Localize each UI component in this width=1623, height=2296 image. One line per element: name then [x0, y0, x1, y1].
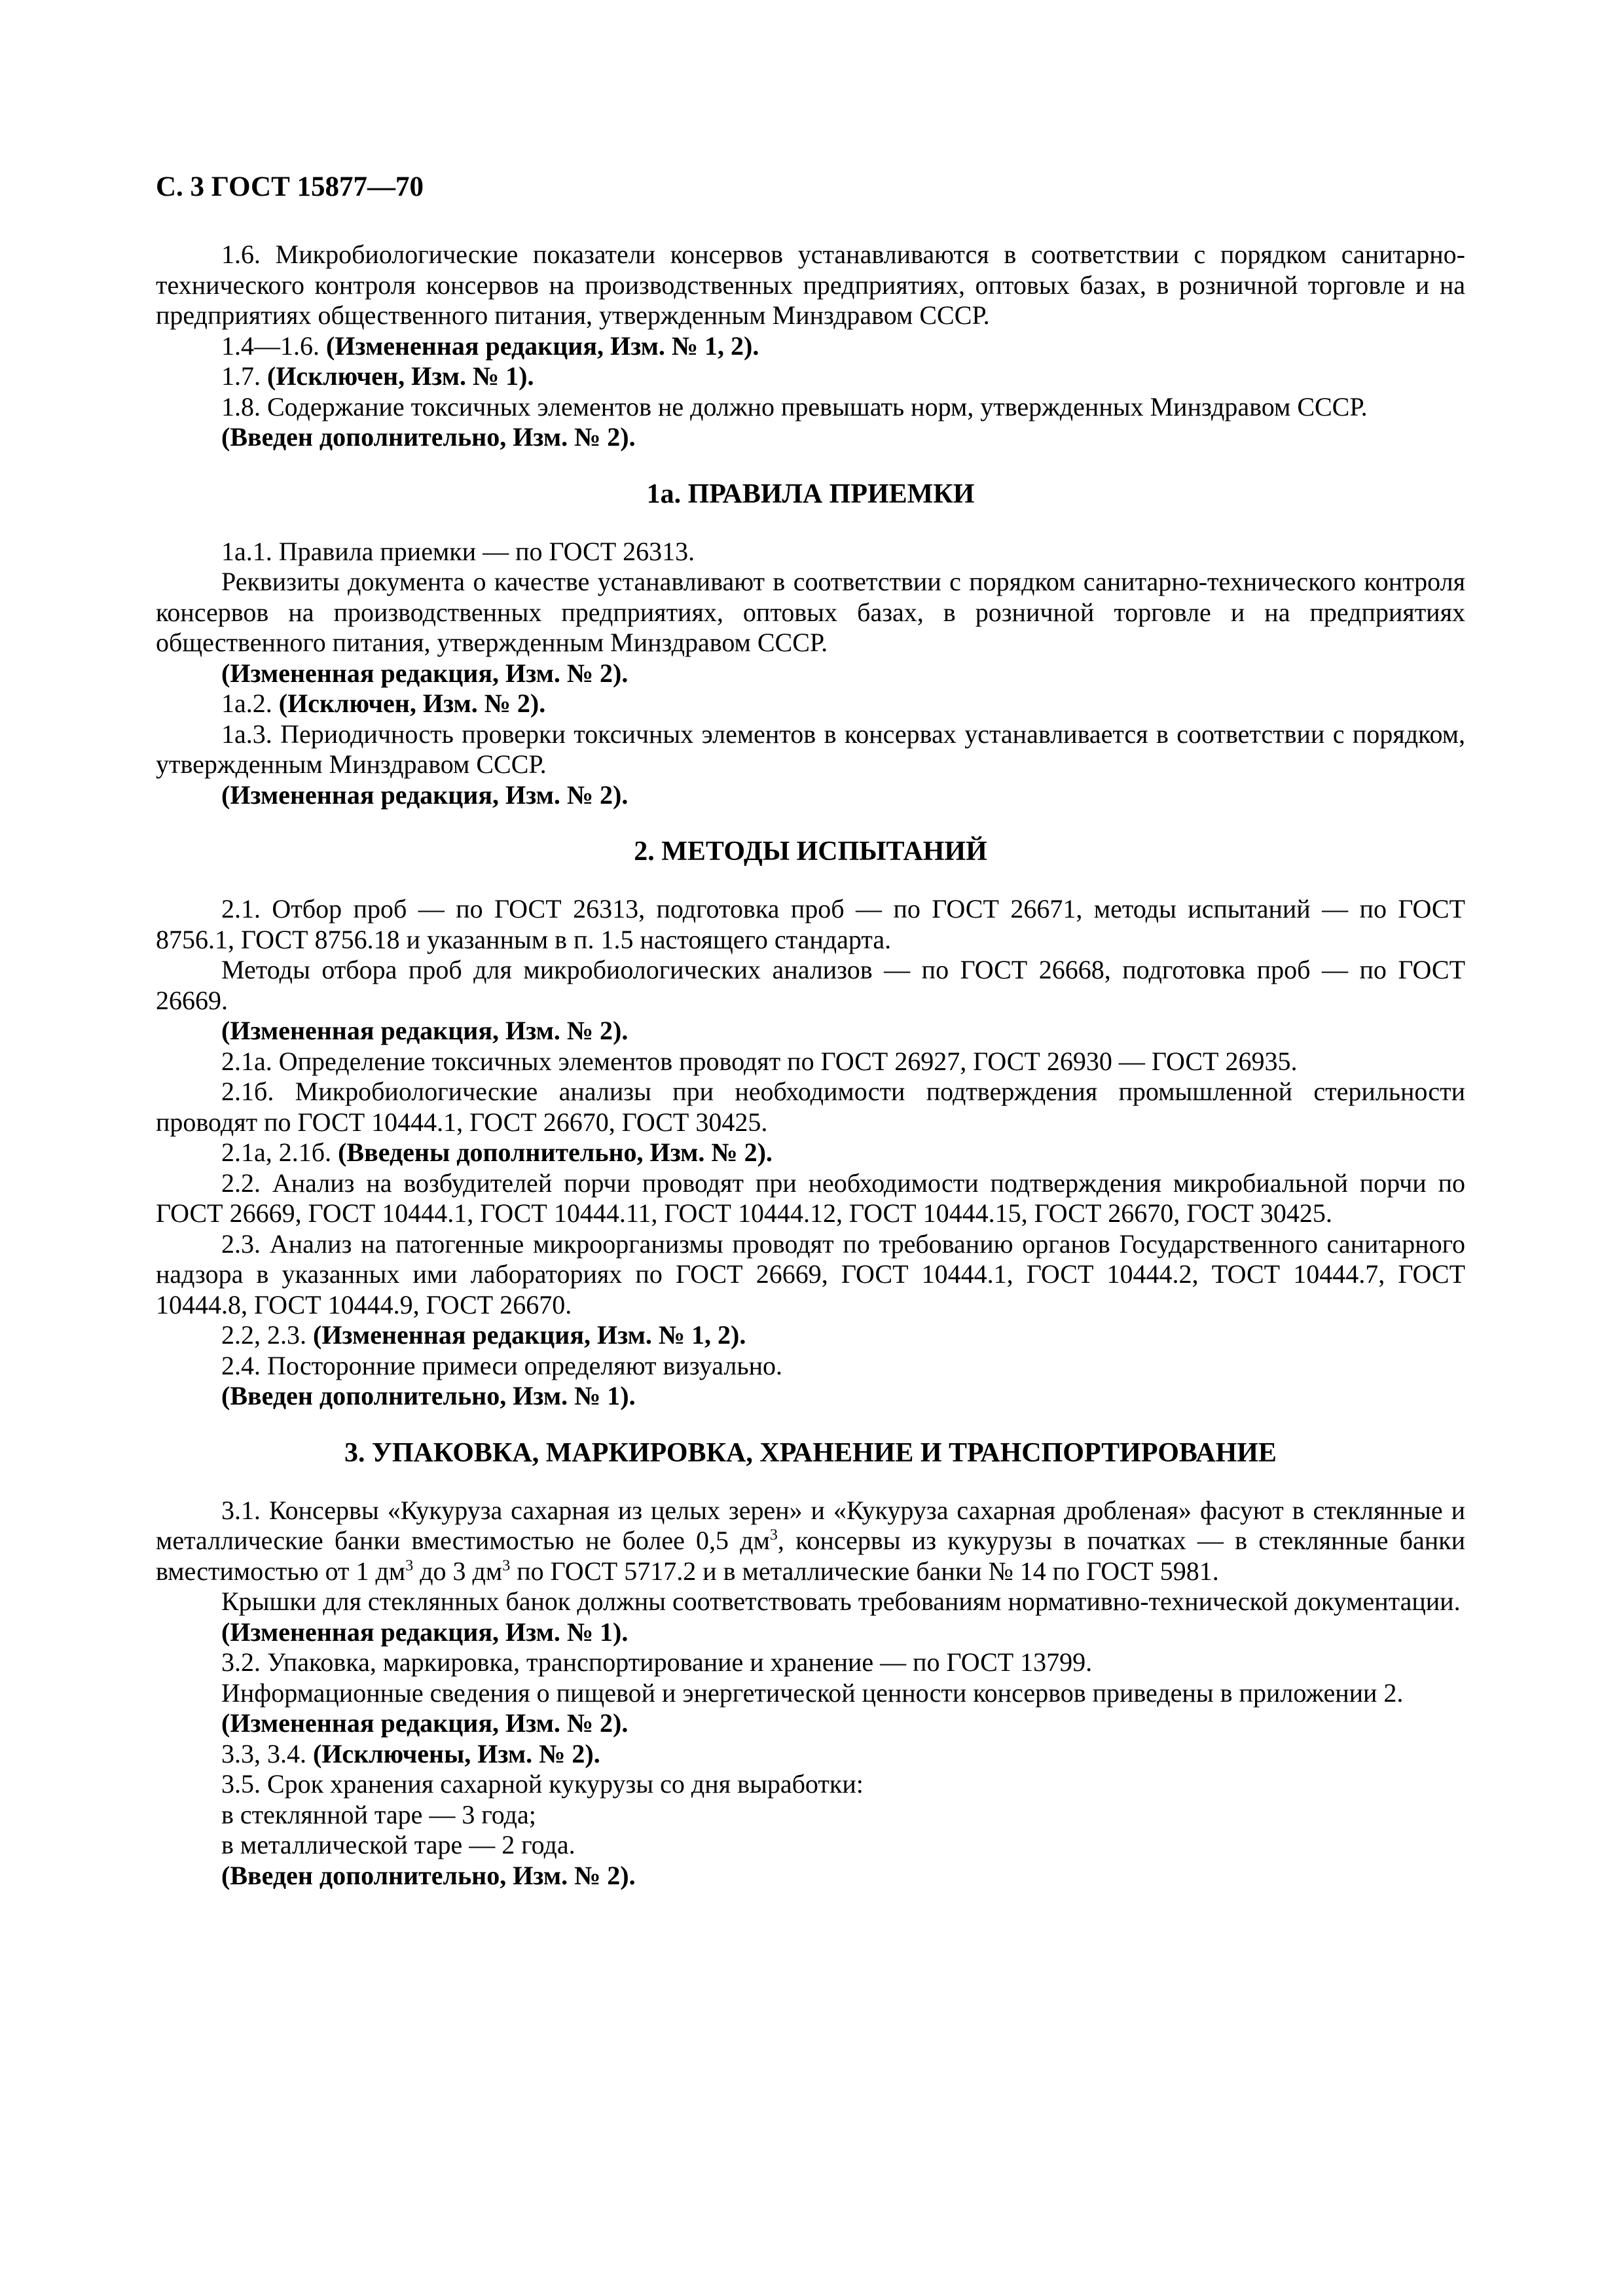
clause-number: 2.2, 2.3. [221, 1320, 313, 1350]
clause-number: 1.7. [221, 361, 267, 391]
paragraph-2-2: 2.2. Анализ на возбудителей порчи проводят при необходимости подтверждения микробиальной порчи по ГОСТ 26669, ГОСТ 10444.1, ГОСТ 10444.11, ГОСТ 10444.12, ГОСТ 10444.15, ГОСТ 26670, ГОСТ 30425. [156, 1168, 1465, 1228]
paragraph-3-1 [156, 1496, 1465, 1587]
section-title-packaging: 3. УПАКОВКА, МАРКИРОВКА, ХРАНЕНИЕ И ТРАНСПОРТИРОВАНИЕ [344, 1437, 1277, 1468]
paragraph-2-1a-2-1b-note [156, 1138, 1465, 1168]
paragraph-1-6: 1.6. Микробиологические показатели консервов устанавливаются в соответствии с порядком санитарно-технического контроля консервов на производственных предприятиях, оптовых базах, в розничной торговле и на предприятиях общественного питания, утвержденным Минздравом СССР. [156, 240, 1465, 330]
paragraph-3-1-lids: Крышки для стеклянных банок должны соответствовать требованиям нормативно-технической документации. [221, 1587, 1461, 1616]
superscript: 3 [769, 1526, 778, 1544]
paragraph-2-1a: 2.1а. Определение токсичных элементов проводят по ГОСТ 26927, ГОСТ 26930 — ГОСТ 26935. [221, 1046, 1298, 1076]
paragraph-1a-3: 1а.3. Периодичность проверки токсичных элементов в консервах устанавливается в соответствии с порядком, утвержденным Минздравом СССР. [156, 719, 1465, 779]
clause-number: 1.4—1.6. [221, 331, 326, 361]
paragraph-2-1-micro: Методы отбора проб для микробиологических анализов — по ГОСТ 26668, подготовка проб — по ГОСТ 26669. [156, 955, 1465, 1015]
paragraph-1-7 [156, 361, 1465, 392]
section-title-acceptance: 1а. ПРАВИЛА ПРИЕМКИ [646, 478, 975, 509]
paragraph-2-3: 2.3. Анализ на патогенные микроорганизмы проводят по требованию органов Государственного санитарного надзора в указанных ими лабораториях по ГОСТ 26669, ГОСТ 10444.1, ГОСТ 10444.2, ТОСТ 10444.7, ГОСТ 10444.8, ГОСТ 10444.9, ГОСТ 26670. [156, 1229, 1465, 1319]
paragraph-1-4-1-6-note [156, 331, 1465, 362]
paragraph-1a-2 [156, 689, 1465, 719]
paragraph-1a-3-note: (Измененная редакция, Изм. № 2). [221, 780, 629, 810]
paragraph-2-1: 2.1. Отбор проб — по ГОСТ 26313, подготовка проб — по ГОСТ 26671, методы испытаний — по ГОСТ 8756.1, ГОСТ 8756.18 и указанным в п. 1.5 настоящего стандарта. [156, 894, 1465, 954]
paragraph-3-1-note: (Измененная редакция, Изм. № 1). [221, 1617, 629, 1647]
amendment-note: (Введены дополнительно, Изм. № 2). [338, 1138, 773, 1167]
paragraph-2-4: 2.4. Посторонние примеси определяют визуально. [221, 1350, 782, 1380]
paragraph-2-2-2-3-note [156, 1320, 1465, 1351]
paragraph-3-5-metal: в металлической таре — 2 года. [221, 1830, 575, 1859]
superscript: 3 [405, 1557, 414, 1575]
page-header: С. 3 ГОСТ 15877—70 [156, 171, 424, 202]
text-run: по ГОСТ 5717.2 и в металлические банки № 14 по ГОСТ 5981. [510, 1556, 1219, 1586]
text-run: 3.1. Консервы «Кукуруза сахарная из целых зерен» и «Кукуруза сахарная дробленая» фасуют в стеклянные и металлические банки вместимостью не более 0,5 дм [156, 1495, 1465, 1555]
paragraph-3-2: 3.2. Упаковка, маркировка, транспортирование и хранение — по ГОСТ 13799. [221, 1647, 1093, 1677]
document-page [156, 168, 1465, 1891]
paragraph-3-3-3-4 [156, 1739, 1465, 1770]
paragraph-3-2-note: (Измененная редакция, Изм. № 2). [221, 1708, 629, 1738]
text-run: до 3 дм [413, 1556, 503, 1586]
amendment-note: (Исключен, Изм. № 2). [278, 689, 546, 718]
paragraph-1a-1-details: Реквизиты документа о качестве устанавливают в соответствии с порядком санитарно-технического контроля консервов на производственных предприятиях, оптовых базах, в розничной торговле и на предприятиях общественного питания, утвержденным Минздравом СССР. [156, 567, 1465, 657]
paragraph-3-5-note: (Введен дополнительно, Изм. № 2). [221, 1860, 636, 1890]
paragraph-2-4-note: (Введен дополнительно, Изм. № 1). [221, 1381, 636, 1410]
superscript: 3 [502, 1557, 511, 1575]
clause-number: 1а.2. [221, 689, 279, 718]
section-2 [156, 835, 1465, 1412]
paragraph-1a-1: 1а.1. Правила приемки — по ГОСТ 26313. [221, 536, 695, 566]
amendment-note: (Исключены, Изм. № 2). [313, 1738, 600, 1768]
amendment-note: (Измененная редакция, Изм. № 1, 2). [313, 1320, 746, 1350]
paragraph-3-5: 3.5. Срок хранения сахарной кукурузы со дня выработки: [221, 1769, 864, 1799]
paragraph-1a-1-note: (Измененная редакция, Изм. № 2). [221, 658, 629, 688]
amendment-note: (Измененная редакция, Изм. № 1, 2). [326, 331, 759, 361]
section-1a [156, 478, 1465, 811]
paragraph-3-2-info: Информационные сведения о пищевой и энергетической ценности консервов приведены в приложении 2. [221, 1677, 1404, 1708]
clause-number: 3.3, 3.4. [221, 1738, 313, 1768]
amendment-note: (Исключен, Изм. № 1). [267, 361, 534, 391]
paragraph-1-8: 1.8. Содержание токсичных элементов не должно превышать норм, утвержденных Минздравом СССР. [221, 391, 1368, 422]
paragraph-2-1-note: (Измененная редакция, Изм. № 2). [221, 1016, 629, 1045]
text-run: , консервы из кукурузы в початках — в стеклянные банки вместимостью от 1 дм [156, 1526, 1465, 1586]
paragraph-1-8-note: (Введен дополнительно, Изм. № 2). [221, 422, 636, 452]
paragraph-3-5-glass: в стеклянной таре — 3 года; [221, 1799, 536, 1829]
paragraph-2-1b: 2.1б. Микробиологические анализы при необходимости подтверждения промышленной стерильности проводят по ГОСТ 10444.1, ГОСТ 26670, ГОСТ 30425. [156, 1077, 1465, 1137]
section-1-continuation [156, 240, 1465, 453]
section-title-test-methods: 2. МЕТОДЫ ИСПЫТАНИЙ [634, 836, 987, 867]
section-3 [156, 1437, 1465, 1892]
clause-number: 2.1а, 2.1б. [221, 1138, 338, 1167]
